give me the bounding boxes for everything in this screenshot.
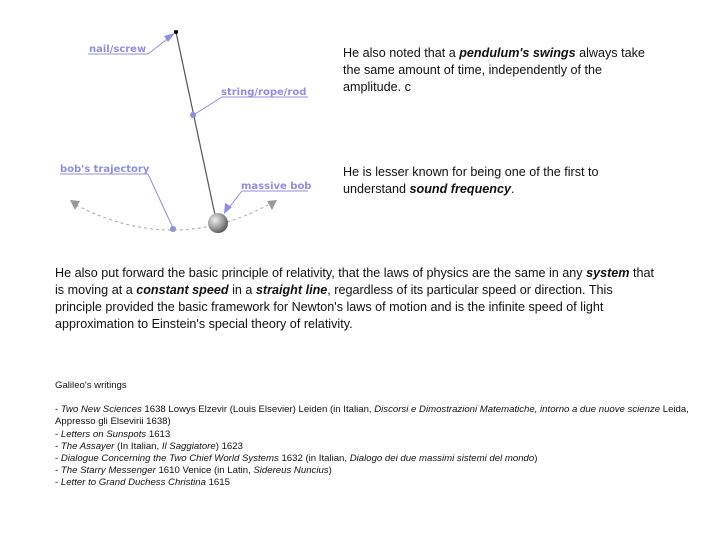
paragraph-pendulum: He also noted that a pendulum's swings always take the same amount of time, independently of the amplitude. c bbox=[343, 46, 645, 94]
label-nail: nail/screw bbox=[89, 44, 147, 55]
paragraph-sound: He is lesser known for being one of the first to understand sound frequency. bbox=[343, 165, 599, 196]
right-arrowhead bbox=[267, 200, 277, 210]
left-arrowhead bbox=[70, 200, 80, 210]
list-item: - Dialogue Concerning the Two Chief World Systems 1632 (in Italian, Dialogo dei due massimi sistemi del mondo) bbox=[55, 453, 538, 465]
list-item: - Two New Sciences 1638 Lowys Elzevir (Louis Elsevier) Leiden (in Italian, Discorsi e Dimostrazioni Matematiche, intorno a due nuove scienze Leida, Appresso gli Elsevirii 1638) bbox=[55, 404, 689, 428]
list-item: - Letters on Sunspots 1613 bbox=[55, 428, 171, 440]
paragraph-relativity: He also put forward the basic principle of relativity, that the laws of physics are the same in any system that is moving at a constant speed in a straight line, regardless of its particular speed or direction. This principle provided the basic framework for Newton's laws of motion and is the infinite speed of light approximation to Einstein's special theory of relativity. bbox=[55, 266, 654, 331]
pendulum-rod bbox=[176, 32, 215, 215]
writings-list bbox=[55, 380, 695, 490]
list-item: - The Starry Messenger 1610 Venice (in Latin, Sidereus Nuncius) bbox=[55, 465, 332, 477]
pendulum-diagram bbox=[0, 0, 320, 250]
list-item: - Letter to Grand Duchess Christina 1615 bbox=[55, 477, 230, 489]
label-bob: massive bob bbox=[241, 181, 312, 192]
label-trajectory: bob's trajectory bbox=[60, 164, 150, 175]
bob bbox=[208, 213, 228, 233]
label-string: string/rope/rod bbox=[221, 87, 307, 98]
writings-title: Galileo's writings bbox=[55, 380, 127, 391]
list-item: - The Assayer (In Italian, Il Saggiatore) 1623 bbox=[55, 440, 243, 452]
